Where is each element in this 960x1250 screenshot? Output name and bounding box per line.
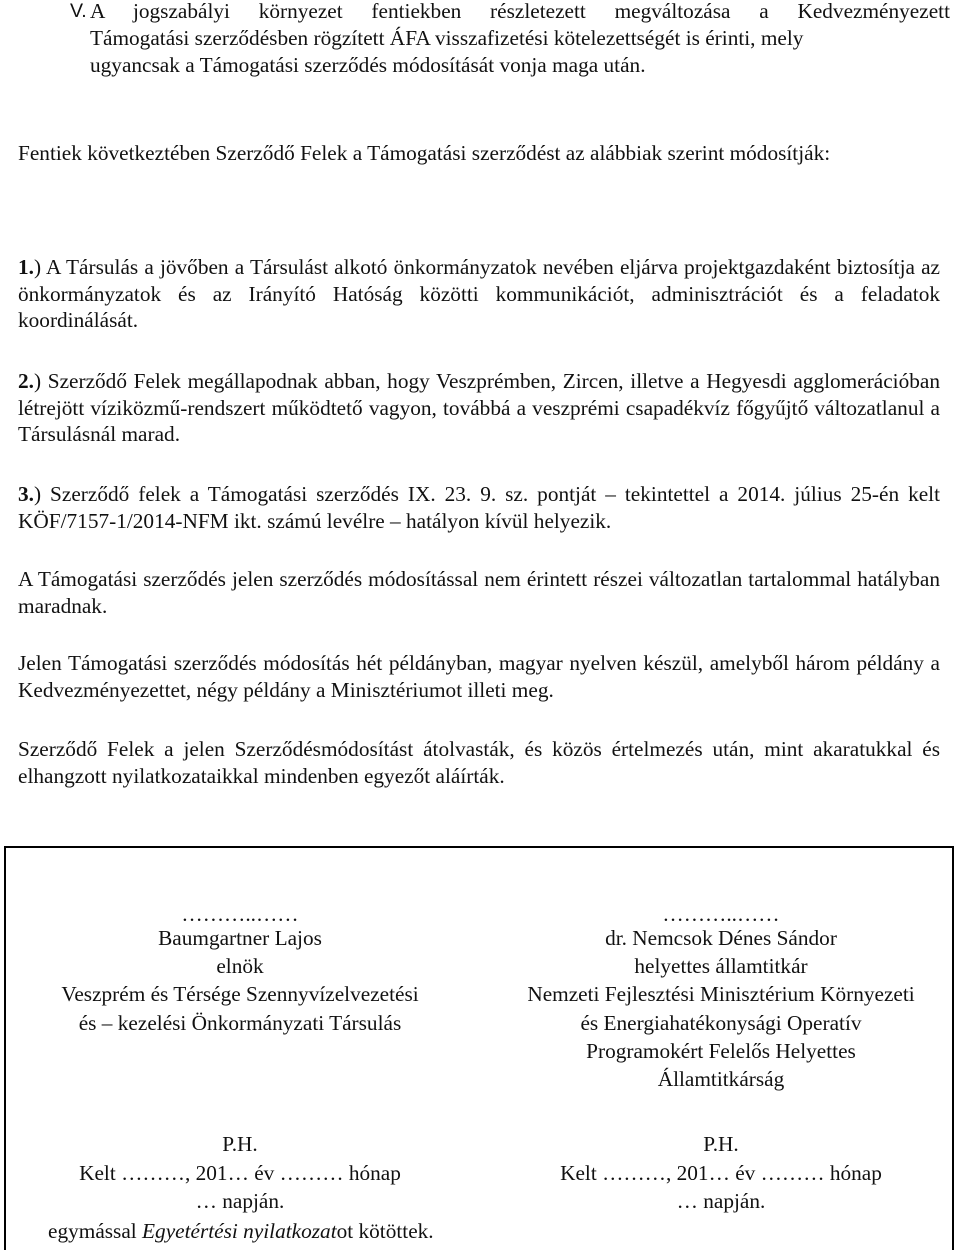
- ph-right: P.H.: [703, 1132, 739, 1156]
- copies-text: Jelen Támogatási szerződés módosítás hét példányban, magyar nyelven készül, amelyből három példány a Kedvezményezettet, négy példány a Minisztériumot illeti meg.: [18, 651, 940, 702]
- final-prefix: egymással: [48, 1219, 143, 1243]
- ph-left: P.H.: [222, 1132, 258, 1156]
- signature-left: [10, 904, 470, 1037]
- signer-right-role: helyettes államtitkár: [634, 954, 808, 979]
- intro-text: Fentiek következtében Szerződő Felek a Támogatási szerződést az alábbiak szerint módosítják:: [18, 141, 831, 165]
- signed-paragraph: [18, 736, 940, 789]
- item-2-paragraph: [18, 368, 940, 448]
- unchanged-text: A Támogatási szerződés jelen szerződés módosítással nem érintett részei változatlan tartalommal hatályban maradnak.: [18, 567, 940, 618]
- date-left-line-2: … napján.: [195, 1189, 285, 1213]
- item-3-number: 3.: [18, 482, 34, 506]
- signer-right-org-2: és Energiahatékonysági Operatív: [580, 1010, 862, 1035]
- item-3-text: ) Szerződő felek a Támogatási szerződés IX. 23. 9. sz. pontját – tekintettel a 2014. július 25-én kelt KÖF/7157-1/2014-NFM ikt. számú levélre – hatályon kívül helyezik.: [18, 482, 940, 533]
- stamp-block-left: [10, 1130, 470, 1216]
- signer-left-org-2: és – kezelési Önkormányzati Társulás: [78, 1010, 402, 1035]
- signer-right-org-4: Államtitkárság: [657, 1067, 785, 1092]
- final-suffix: ot kötöttek.: [336, 1219, 434, 1243]
- signature-line-left: ………..……: [181, 902, 299, 926]
- signer-right-org-1: Nemzeti Fejlesztési Minisztérium Környezeti: [527, 982, 915, 1007]
- signer-left-role: elnök: [216, 954, 264, 979]
- item-2-text: ) Szerződő Felek megállapodnak abban, hogy Veszprémben, Zircen, illetve a Hegyesdi agglomerációban létrejött víziközmű-rendszert működtető vagyon, továbbá a veszprémi csapadékvíz főgyűjtő változatlanul a Társulásnál marad.: [18, 369, 940, 446]
- date-right-line-2: … napján.: [676, 1189, 766, 1213]
- copies-paragraph: [18, 650, 940, 703]
- section-v-line-3: ugyancsak a Támogatási szerződés módosítását vonja maga után.: [90, 53, 646, 77]
- final-statement: [48, 1218, 434, 1245]
- intro-paragraph: [18, 140, 940, 167]
- signed-text: Szerződő Felek a jelen Szerződésmódosítást átolvasták, és közös értelmezés után, mint akaratukkal és elhangzott nyilatkozataikkal mindenben egyezőt aláírták.: [18, 737, 940, 788]
- date-left-line-1: Kelt ………, 201… év ……… hónap: [79, 1160, 401, 1185]
- item-1-text: ) A Társulás a jövőben a Társulást alkotó önkormányzatok nevében eljárva projektgazdaként biztosítja az önkormányzatok és az Irányító Hatóság közötti kommunikációt, adminisztrációt és a feladatok koordinálását.: [18, 255, 940, 332]
- signer-right-org-3: Programokért Felelős Helyettes: [586, 1038, 856, 1063]
- unchanged-paragraph: [18, 566, 940, 619]
- signer-left-org-1: Veszprém és Térsége Szennyvízelvezetési: [61, 982, 419, 1007]
- stamp-block-right: [486, 1130, 956, 1216]
- section-v-label: V.: [70, 0, 87, 22]
- signer-right-name: dr. Nemcsok Dénes Sándor: [605, 926, 837, 950]
- section-v-line-1: A jogszabályi környezet fentiekben részletezett megváltozása a Kedvezményezett: [90, 0, 950, 23]
- signature-line-right: ………..……: [662, 902, 780, 926]
- item-1-paragraph: [18, 254, 940, 334]
- final-italic: Egyetértési nyilatkozat: [142, 1219, 337, 1243]
- date-right-line-1: Kelt ………, 201… év ……… hónap: [560, 1160, 882, 1185]
- item-1-number: 1.: [18, 255, 34, 279]
- signature-right: [486, 904, 956, 1093]
- item-3-paragraph: [18, 481, 940, 534]
- signer-left-name: Baumgartner Lajos: [158, 926, 322, 950]
- section-v-line-2: Támogatási szerződésben rögzített ÁFA visszafizetési kötelezettségét is érinti, mely: [90, 26, 804, 50]
- item-2-number: 2.: [18, 369, 34, 393]
